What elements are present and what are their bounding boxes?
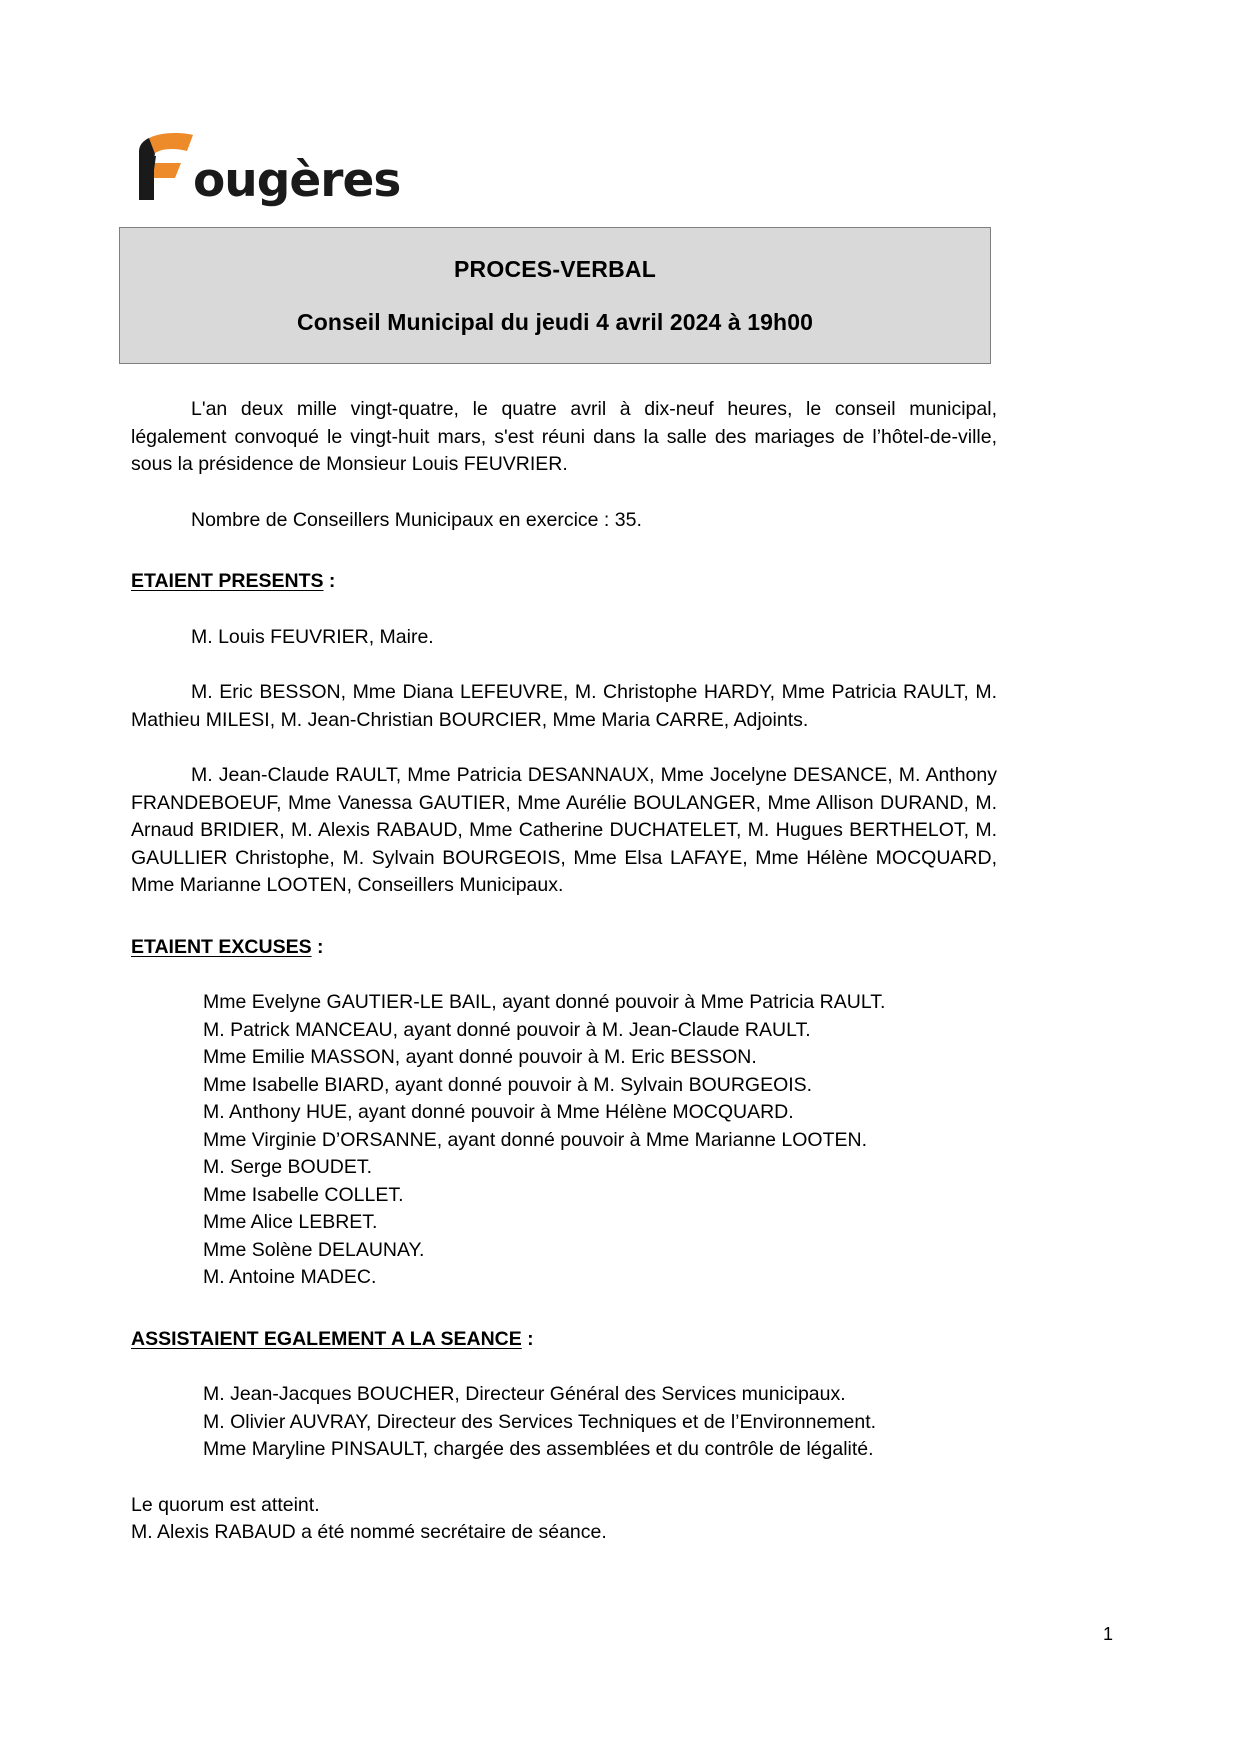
section-heading-assistaient-label: ASSISTAIENT EGALEMENT A LA SEANCE [131,1327,522,1350]
adjoints-paragraph: M. Eric BESSON, Mme Diana LEFEUVRE, M. Christophe HARDY, Mme Patricia RAULT, M. Mathieu MILESI, M. Jean-Christian BOURCIER, Mme Maria CARRE, Adjoints. [131,681,997,731]
list-item: M. Olivier AUVRAY, Directeur des Services Techniques et de l’Environnement. [203,1410,877,1433]
section-heading-presents-label: ETAIENT PRESENTS [131,570,324,592]
attendees-list [203,1381,997,1464]
list-item: Mme Maryline PINSAULT, chargée des assemblées et du contrôle de légalité. [203,1438,874,1460]
page-subtitle: Conseil Municipal du jeudi 4 avril 2024 à 19h00 [296,308,813,335]
document-title-box [119,227,991,364]
section-heading-excuses-colon: : [311,935,324,958]
fougeres-f-mark-icon [135,130,197,202]
spacer [131,1464,997,1492]
section-heading-assistaient [131,1326,997,1354]
spacer [131,651,997,679]
list-item: M. Antoine MADEC. [203,1266,377,1288]
spacer [131,961,997,989]
page-number: 1 [1102,1624,1113,1644]
list-item: Mme Alice LEBRET. [203,1211,378,1233]
excused-list [203,989,997,1292]
councillor-count-line: Nombre de Conseillers Municipaux en exercice : 35. [191,508,642,531]
secretary-line: M. Alexis RABAUD a été nommé secrétaire de séance. [131,1521,607,1543]
mayor-line: M. Louis FEUVRIER, Maire. [191,625,434,648]
spacer [131,734,997,762]
section-heading-presents [131,568,997,596]
document-body [131,396,997,1547]
list-item: Mme Emilie MASSON, ayant donné pouvoir à M. Eric BESSON. [203,1046,757,1068]
list-item: M. Anthony HUE, ayant donné pouvoir à Mme Hélène MOCQUARD. [203,1101,794,1123]
section-heading-excuses [131,934,997,962]
spacer [131,479,997,507]
fougeres-logo [135,130,401,208]
page-title: PROCES-VERBAL [454,255,656,282]
intro-paragraph: L'an deux mille vingt-quatre, le quatre avril à dix-neuf heures, le conseil municipal, légalement convoqué le vingt-huit mars, s'est réuni dans la salle des mariages de l’hôtel-de-ville, sous la présidence de Monsieur Louis FEUVRIER. [131,398,997,475]
list-item: Mme Isabelle COLLET. [203,1183,404,1206]
list-item: M. Serge BOUDET. [203,1156,373,1178]
section-heading-assistaient-colon: : [521,1327,534,1350]
section-heading-presents-colon: : [323,570,336,592]
list-item: Mme Virginie D’ORSANNE, ayant donné pouvoir à Mme Marianne LOOTEN. [203,1128,867,1151]
spacer [131,900,997,934]
spacer [131,1353,997,1381]
list-item: Mme Isabelle BIARD, ayant donné pouvoir à M. Sylvain BOURGEOIS. [203,1073,813,1096]
spacer [131,596,997,624]
closing-block [131,1492,997,1547]
section-heading-excuses-label: ETAIENT EXCUSES [131,935,312,958]
logo-wordmark: ougères [193,153,401,208]
quorum-line: Le quorum est atteint. [131,1493,320,1516]
spacer [131,534,997,568]
conseillers-paragraph: M. Jean-Claude RAULT, Mme Patricia DESANNAUX, Mme Jocelyne DESANCE, M. Anthony FRANDEBOEUF, Mme Vanessa GAUTIER, Mme Aurélie BOULANGER, Mme Allison DURAND, M. Arnaud BRIDIER, M. Alexis RABAUD, Mme Catherine DUCHATELET, M. Hugues BERTHELOT, M. GAULLIER Christophe, M. Sylvain BOURGEOIS, Mme Elsa LAFAYE, Mme Hélène MOCQUARD, Mme Marianne LOOTEN, Conseillers Municipaux. [131,764,997,896]
list-item: M. Patrick MANCEAU, ayant donné pouvoir à M. Jean-Claude RAULT. [203,1018,811,1041]
list-item: M. Jean-Jacques BOUCHER, Directeur Général des Services municipaux. [203,1383,846,1405]
spacer [131,1292,997,1326]
list-item: Mme Solène DELAUNAY. [203,1238,425,1261]
list-item: Mme Evelyne GAUTIER-LE BAIL, ayant donné pouvoir à Mme Patricia RAULT. [203,991,886,1013]
